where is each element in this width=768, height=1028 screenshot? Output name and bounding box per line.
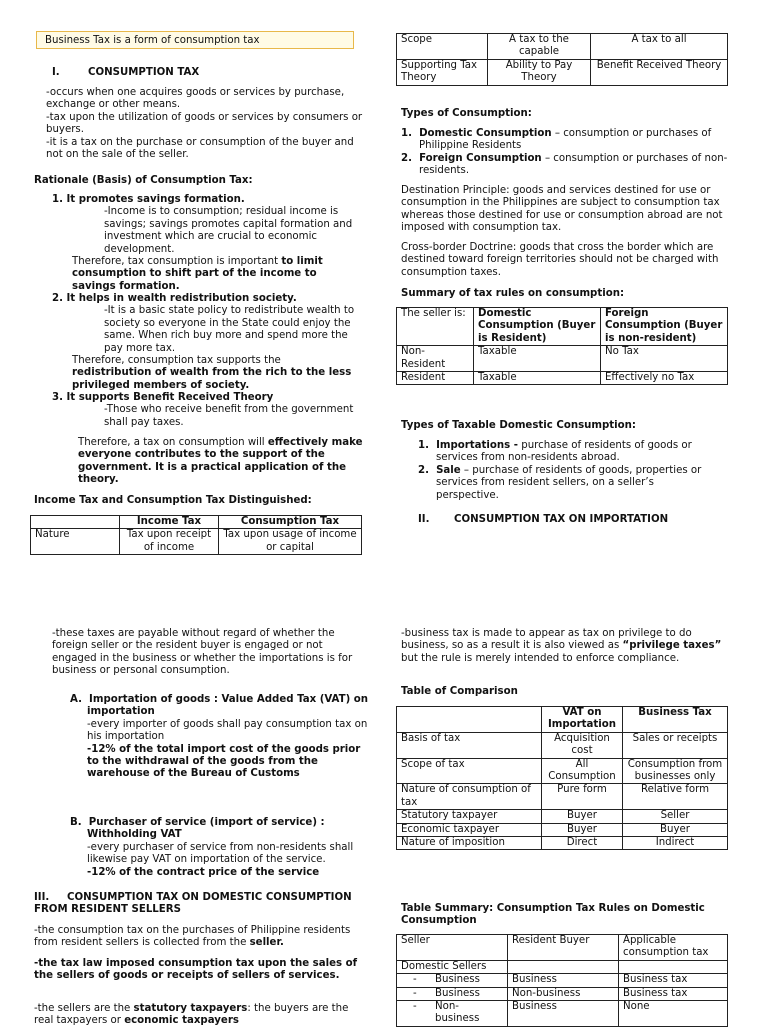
definition-3: -it is a tax on the purchase or consumption of the buyer and not on the sale of the seller. [46, 136, 354, 161]
destination-principle: Destination Principle: goods and services destined for use or consumption in the Philippines are subject to consumption tax whereas those destined for use or consumption abroad are not imposed with consumption tax. [401, 185, 723, 234]
table-cell: Sales or receipts [623, 732, 728, 758]
definition-2: -tax upon the utilization of goods or services by consumers or buyers. [46, 111, 363, 136]
rules-seller: Business [435, 974, 480, 986]
table-cell: Taxable [474, 346, 601, 372]
cross-border-doctrine: Cross-border Doctrine: goods that cross the border which are destined toward foreign territories should not be charged with consumption taxes. [401, 242, 719, 278]
section-2-heading [418, 514, 669, 526]
rationale-1 [52, 194, 364, 293]
privilege-para-text: -business tax is made to appear as tax on privilege to do business, so as a result it is also viewed as [401, 628, 692, 652]
table-cell: A tax to all [591, 34, 728, 60]
table-row [397, 346, 728, 372]
table-cell: Relative form [623, 784, 728, 810]
table-cell: The seller is: [397, 308, 474, 346]
taxable-1-rest: purchase of residents of goods or services from non-residents abroad. [436, 440, 692, 464]
item-A-label: A. [70, 694, 82, 705]
rationale-2-title: It helps in wealth redistribution society. [66, 293, 297, 304]
domestic-para-3-mid: : the buyers are the real taxpayers or [34, 1003, 349, 1027]
table-cell: All Consumption [542, 758, 623, 784]
privilege-para-bold: “privilege taxes” [622, 640, 722, 652]
table-row [397, 1001, 728, 1027]
rules-seller: Non-business [435, 1001, 480, 1025]
table-row [397, 823, 728, 836]
table-row [31, 516, 362, 529]
summary-table [396, 307, 728, 385]
rationale-2-therefore: Therefore, consumption tax supports the [72, 355, 281, 367]
section-3-number: III. [34, 892, 50, 903]
item-B-title: Purchaser of service (import of service) : Withholding VAT [87, 817, 325, 841]
table-cell: Business tax [619, 974, 728, 987]
table-header-cell: Foreign Consumption (Buyer is non-resident) [601, 308, 728, 346]
rationale-3 [52, 392, 364, 429]
rationale-1-number: 1. [52, 194, 63, 205]
table-row [397, 837, 728, 850]
table-cell: Business tax [619, 987, 728, 1000]
table-row [397, 732, 728, 758]
table-row [397, 372, 728, 385]
types-list [401, 128, 728, 178]
table-cell: Business [508, 974, 619, 987]
domestic-para-1 [34, 925, 368, 950]
importation-lead: -these taxes are payable without regard of whether the foreign seller or the resident buyer is engaged or not engaged in the business or whether the importations is for business or personal consumption. [52, 628, 353, 677]
definition-1: -occurs when one acquires goods or services by purchase, exchange or other means. [46, 87, 345, 111]
section-2-title: CONSUMPTION TAX ON IMPORTATION [454, 514, 669, 525]
table-row [397, 974, 728, 987]
rationale-2-body: -It is a basic state policy to redistribute wealth to society so everyone in the State could enjoy the same. When rich buy more and spend more the pay more tax. [104, 305, 355, 354]
table-cell: Scope [397, 34, 488, 60]
intro-highlight-box [36, 31, 354, 49]
type-2-rest: – consumption or purchases of non-residents. [419, 152, 728, 177]
table-row [397, 935, 728, 961]
comparison-table [396, 706, 728, 850]
rationale-3-body: -Those who receive benefit from the government shall pay taxes. [104, 404, 354, 428]
table-cell: None [619, 1001, 728, 1027]
taxable-1-bold: Importations - [436, 440, 518, 451]
conclusion-bold: effectively make everyone contributes to the support of the government. It is a practical application of the theory. [78, 437, 363, 486]
table-cell: Applicable consumption tax [619, 935, 728, 961]
table-header-cell: Domestic Consumption (Buyer is Resident) [474, 308, 601, 346]
rules-seller: Business [435, 987, 480, 999]
rationale-3-number: 3. [52, 392, 63, 403]
rules-title: Table Summary: Consumption Tax Rules on Domestic Consumption [401, 903, 705, 927]
page-gap [0, 564, 768, 620]
rationale-2 [52, 293, 364, 392]
table-header-cell [397, 707, 542, 733]
table-header-cell: Consumption Tax [219, 516, 362, 529]
table-cell: Tax upon usage of income or capital [219, 529, 362, 555]
table-row [397, 758, 728, 784]
section-1-title: CONSUMPTION TAX [88, 67, 200, 78]
rules-table [396, 934, 728, 1027]
table-cell: Tax upon receipt of income [120, 529, 219, 555]
domestic-para-2: -the tax law imposed consumption tax upon the sales of the sellers of goods or receipts of sellers of services. [34, 958, 358, 982]
item-A-body-1: -every importer of goods shall pay consumption tax on his importation [87, 718, 368, 743]
type-2: 2. Foreign Consumption – consumption or purchases of non-residents. [401, 152, 728, 177]
table-cell: A tax to the capable [488, 34, 591, 60]
table-cell: Pure form [542, 784, 623, 810]
table-cell: Indirect [623, 837, 728, 850]
table-cell: Non-Resident [397, 346, 474, 372]
table-cell: Buyer [542, 823, 623, 836]
table-row [31, 529, 362, 555]
table-cell: Buyer [623, 823, 728, 836]
item-A-title: Importation of goods : Value Added Tax (VAT) on importation [87, 694, 369, 718]
table-row [397, 987, 728, 1000]
table-row [397, 810, 728, 823]
domestic-para-3-bold-2: economic taxpayers [124, 1015, 239, 1027]
table-cell: Domestic Sellers [397, 960, 508, 973]
page-2 [0, 620, 768, 1027]
section-1-heading [52, 67, 200, 79]
taxable-title: Types of Taxable Domestic Consumption: [401, 420, 636, 431]
table-cell: - Business [397, 974, 508, 987]
type-2-bold: Foreign Consumption [419, 152, 542, 164]
table-cell: Economic taxpayer [397, 823, 542, 836]
domestic-para-1-bold: seller. [249, 937, 284, 949]
table-cell [508, 960, 619, 973]
type-1-bold: Domestic Consumption [419, 128, 552, 139]
table-cell: Resident [397, 372, 474, 385]
type-1: 1. Domestic Consumption – consumption or purchases of Philippine Residents [401, 128, 712, 152]
rationale-2-number: 2. [52, 293, 63, 304]
section-3-heading [34, 892, 354, 917]
table-cell: Basis of tax [397, 732, 542, 758]
table-cell: Nature of imposition [397, 837, 542, 850]
table-header-cell: Income Tax [120, 516, 219, 529]
table-cell: Ability to Pay Theory [488, 59, 591, 85]
distinguished-title: Income Tax and Consumption Tax Distinguished: [34, 495, 312, 506]
item-A [70, 694, 369, 781]
taxable-2: 2. Sale – purchase of residents of goods, properties or services from resident sellers, on a seller’s perspective. [418, 464, 702, 501]
rationale-1-conclusion [72, 256, 362, 293]
table-cell: Seller [623, 810, 728, 823]
table-row [397, 59, 728, 85]
intro-text: Business Tax is a form of consumption tax [45, 35, 260, 46]
rationale-1-bold: to limit consumption to shift part of the income to savings formation. [72, 256, 323, 292]
rationale-2-bold: redistribution of wealth from the rich to the less privileged members of society. [72, 367, 352, 391]
table-cell: Taxable [474, 372, 601, 385]
table-row [397, 707, 728, 733]
table-cell: Nature [31, 529, 120, 555]
rationale-1-title: It promotes savings formation. [66, 194, 245, 205]
item-A-body-2: -12% of the total import cost of the goods prior to the withdrawal of the goods from the warehouse of the Bureau of Customs [87, 743, 361, 780]
rationale-conclusion [78, 437, 366, 487]
section-2-number: II. [418, 514, 430, 525]
table-row [397, 960, 728, 973]
summary-title: Summary of tax rules on consumption: [401, 288, 625, 299]
table-cell: Acquisition cost [542, 732, 623, 758]
table-cell: Scope of tax [397, 758, 542, 784]
domestic-para-3-text: -the sellers are the [34, 1003, 134, 1014]
table-cell: Resident Buyer [508, 935, 619, 961]
type-1-rest: – consumption or purchases of Philippine Residents [419, 128, 712, 152]
rationale-3-title: It supports Benefit Received Theory [66, 392, 274, 403]
definitions [46, 87, 364, 161]
taxable-1: 1. Importations - purchase of residents of goods or services from non-residents abroad. [418, 440, 692, 464]
item-B [70, 817, 369, 879]
section-1-number: I. [52, 67, 60, 78]
item-B-body-2: -12% of the contract price of the service [87, 866, 320, 878]
table-cell: Statutory taxpayer [397, 810, 542, 823]
distinguished-table [30, 515, 362, 555]
types-title: Types of Consumption: [401, 108, 532, 119]
item-B-label: B. [70, 817, 82, 828]
table-cell: Buyer [542, 810, 623, 823]
section-3-title: CONSUMPTION TAX ON DOMESTIC CONSUMPTION FROM RESIDENT SELLERS [34, 892, 352, 916]
scope-table [396, 33, 728, 86]
table-header-cell [31, 516, 120, 529]
table-header-cell: VAT on Importation [542, 707, 623, 733]
domestic-para-3-bold-1: statutory taxpayers [133, 1003, 248, 1014]
table-cell: Nature of consumption of tax [397, 784, 542, 810]
table-row [397, 784, 728, 810]
table-cell: Supporting Tax Theory [397, 59, 488, 85]
table-cell: Direct [542, 837, 623, 850]
table-cell: Business [508, 1001, 619, 1027]
table-cell: - Non-business [397, 1001, 508, 1027]
table-header-cell: Business Tax [623, 707, 728, 733]
domestic-para-3 [34, 1003, 368, 1028]
table-cell: Effectively no Tax [601, 372, 728, 385]
privilege-para-post: but the rule is merely intended to enforce compliance. [401, 652, 680, 664]
rationale-2-conclusion [72, 355, 362, 392]
table-cell: Seller [397, 935, 508, 961]
conclusion-pre: Therefore, a tax on consumption will [78, 437, 268, 448]
item-B-body-1: -every purchaser of service from non-residents shall likewise pay VAT on importation of the service. [87, 841, 354, 866]
table-cell: No Tax [601, 346, 728, 372]
table-cell [619, 960, 728, 973]
table-cell: - Business [397, 987, 508, 1000]
rationale-1-therefore: Therefore, tax consumption is important [72, 256, 282, 268]
privilege-para [401, 628, 728, 665]
rationale-title: Rationale (Basis) of Consumption Tax: [34, 175, 253, 186]
table-cell: Non-business [508, 987, 619, 1000]
table-cell: Benefit Received Theory [591, 59, 728, 85]
table-row [397, 308, 728, 346]
table-row [397, 34, 728, 60]
domestic-para-1-text: -the consumption tax on the purchases of Philippine residents from resident sellers is collected from the [34, 925, 351, 949]
comparison-title: Table of Comparison [401, 686, 518, 697]
taxable-list [418, 440, 718, 502]
table-cell: Consumption from businesses only [623, 758, 728, 784]
rationale-1-body: -Income is to consumption; residual income is savings; savings promotes capital formation and investment which are crucial to economic development. [104, 206, 353, 255]
taxable-2-bold: Sale [436, 464, 461, 476]
taxable-2-rest: – purchase of residents of goods, properties or services from resident sellers, on a seller’s perspective. [436, 464, 702, 501]
